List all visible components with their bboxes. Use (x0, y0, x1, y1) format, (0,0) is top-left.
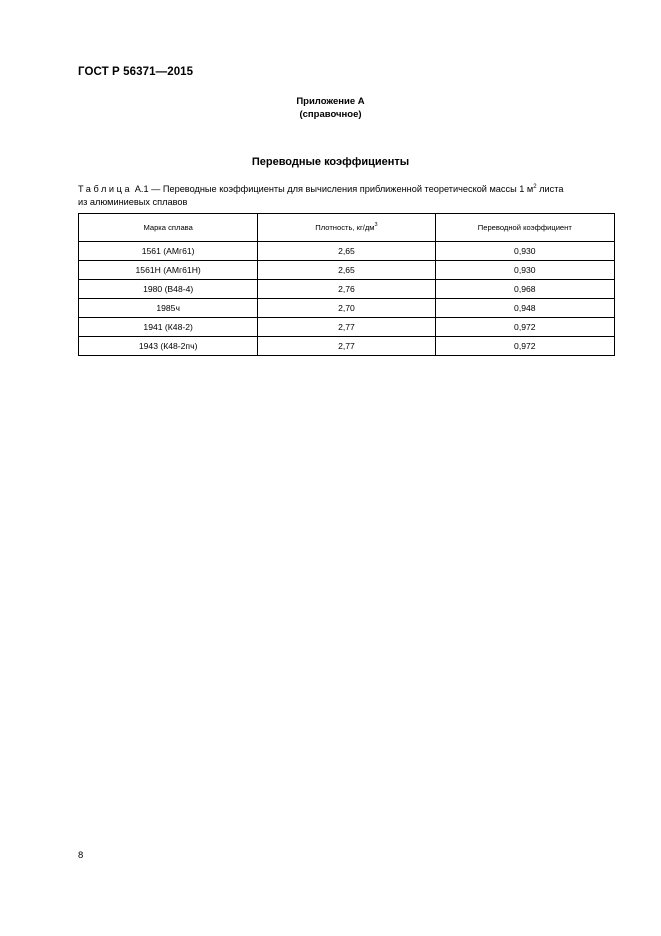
header-density-superscript: 3 (374, 222, 378, 228)
cell-density: 2,65 (258, 261, 435, 280)
table-caption-text-end: листа (536, 184, 564, 194)
section-title: Переводные коэффициенты (251, 156, 410, 168)
page-number: 8 (78, 850, 84, 861)
header-alloy: Марка сплава (79, 214, 258, 242)
cell-density: 2,77 (258, 318, 435, 337)
table-caption-label: Таблица (78, 184, 133, 194)
cell-alloy: 1985ч (79, 299, 258, 318)
cell-density: 2,65 (258, 242, 435, 261)
cell-coefficient: 0,972 (435, 318, 614, 337)
header-density-label: Плотность, кг/дм (315, 223, 375, 232)
table-row (79, 299, 615, 318)
cell-density: 2,70 (258, 299, 435, 318)
table-header-row (79, 214, 615, 242)
table-row (79, 242, 615, 261)
document-code: ГОСТ Р 56371—2015 (78, 66, 194, 78)
cell-coefficient: 0,948 (435, 299, 614, 318)
cell-coefficient: 0,972 (435, 337, 614, 356)
conversion-table (78, 213, 615, 356)
table-caption-line2: из алюминиевых сплавов (78, 196, 188, 207)
header-density (258, 214, 435, 242)
table-row (79, 337, 615, 356)
cell-coefficient: 0,930 (435, 261, 614, 280)
cell-density: 2,76 (258, 280, 435, 299)
appendix-title: Приложение А (296, 96, 365, 107)
table-row (79, 261, 615, 280)
appendix-heading (0, 95, 661, 121)
table-caption-text: А.1 — Переводные коэффициенты для вычисления приближенной теоретической массы 1 м (132, 184, 534, 194)
cell-alloy: 1943 (К48-2пч) (79, 337, 258, 356)
table-row (79, 318, 615, 337)
cell-coefficient: 0,930 (435, 242, 614, 261)
table-caption (78, 183, 618, 208)
cell-density: 2,77 (258, 337, 435, 356)
cell-coefficient: 0,968 (435, 280, 614, 299)
cell-alloy: 1561 (АМг61) (79, 242, 258, 261)
cell-alloy: 1980 (В48-4) (79, 280, 258, 299)
cell-alloy: 1561Н (АМг61Н) (79, 261, 258, 280)
header-coefficient: Переводной коэффициент (435, 214, 614, 242)
appendix-subtitle: (справочное) (299, 109, 362, 120)
table-row (79, 280, 615, 299)
cell-alloy: 1941 (К48-2) (79, 318, 258, 337)
table-caption-superscript: 2 (533, 184, 537, 190)
